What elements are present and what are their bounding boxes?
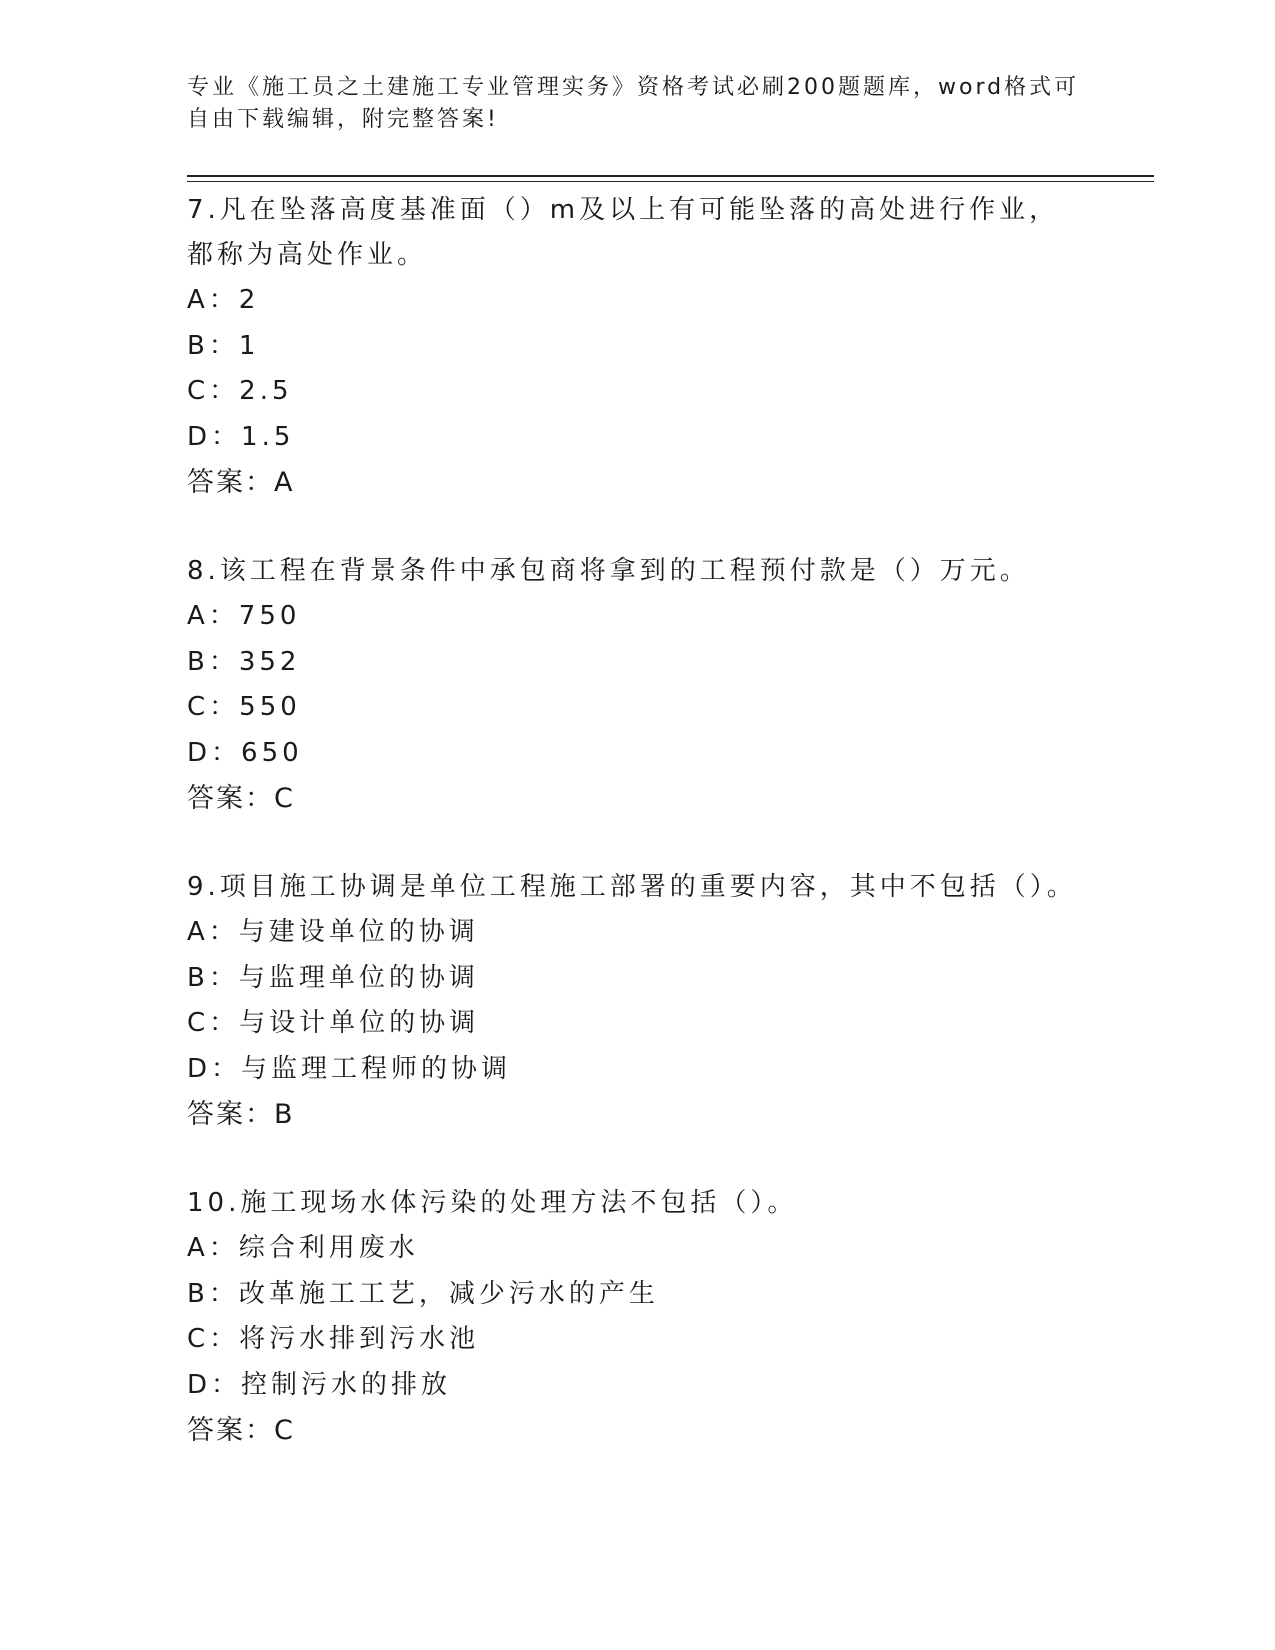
option-c: C：550 — [187, 692, 301, 722]
answer-line: 答案：B — [187, 1099, 295, 1130]
question-8 — [187, 549, 1087, 821]
option-d: D：650 — [187, 737, 303, 768]
question-stem: 8.该工程在背景条件中承包商将拿到的工程预付款是（）万元。 — [187, 556, 1030, 586]
option-b: B：改革施工工艺，减少污水的产生 — [187, 1278, 659, 1309]
header-divider-thick — [187, 175, 1154, 177]
question-stem: 10.施工现场水体污染的处理方法不包括（）。 — [187, 1188, 798, 1218]
answer-line: 答案：C — [187, 783, 295, 814]
option-d: D：与监理工程师的协调 — [187, 1053, 512, 1084]
question-10 — [187, 1181, 1087, 1453]
option-c: C：2.5 — [187, 376, 293, 406]
option-c: C：将污水排到污水池 — [187, 1324, 480, 1354]
document-header — [187, 72, 1087, 136]
answer-line: 答案：C — [187, 1415, 295, 1446]
option-d: D：1.5 — [187, 421, 295, 452]
answer-line: 答案：A — [187, 467, 295, 498]
option-a: A：750 — [187, 601, 301, 631]
option-a: A：与建设单位的协调 — [187, 917, 479, 947]
question-stem: 9.项目施工协调是单位工程施工部署的重要内容，其中不包括（）。 — [187, 872, 1077, 902]
header-line-1: 专业《施工员之土建施工专业管理实务》资格考试必刷200题题库，word格式可 — [187, 75, 1080, 100]
option-b: B：352 — [187, 646, 301, 677]
option-a: A：2 — [187, 285, 260, 315]
option-a: A：综合利用废水 — [187, 1233, 419, 1263]
option-d: D：控制污水的排放 — [187, 1369, 452, 1400]
header-line-2: 自由下载编辑，附完整答案! — [187, 107, 499, 132]
question-list — [187, 188, 1087, 1497]
question-7 — [187, 188, 1087, 505]
option-c: C：与设计单位的协调 — [187, 1008, 480, 1038]
header-divider-thin — [187, 181, 1154, 182]
question-stem: 7.凡在坠落高度基准面（）m及以上有可能坠落的高处进行作业，都称为高处作业。 — [187, 195, 1060, 270]
option-b: B：与监理单位的协调 — [187, 962, 479, 993]
option-b: B：1 — [187, 330, 260, 361]
question-9 — [187, 865, 1087, 1137]
